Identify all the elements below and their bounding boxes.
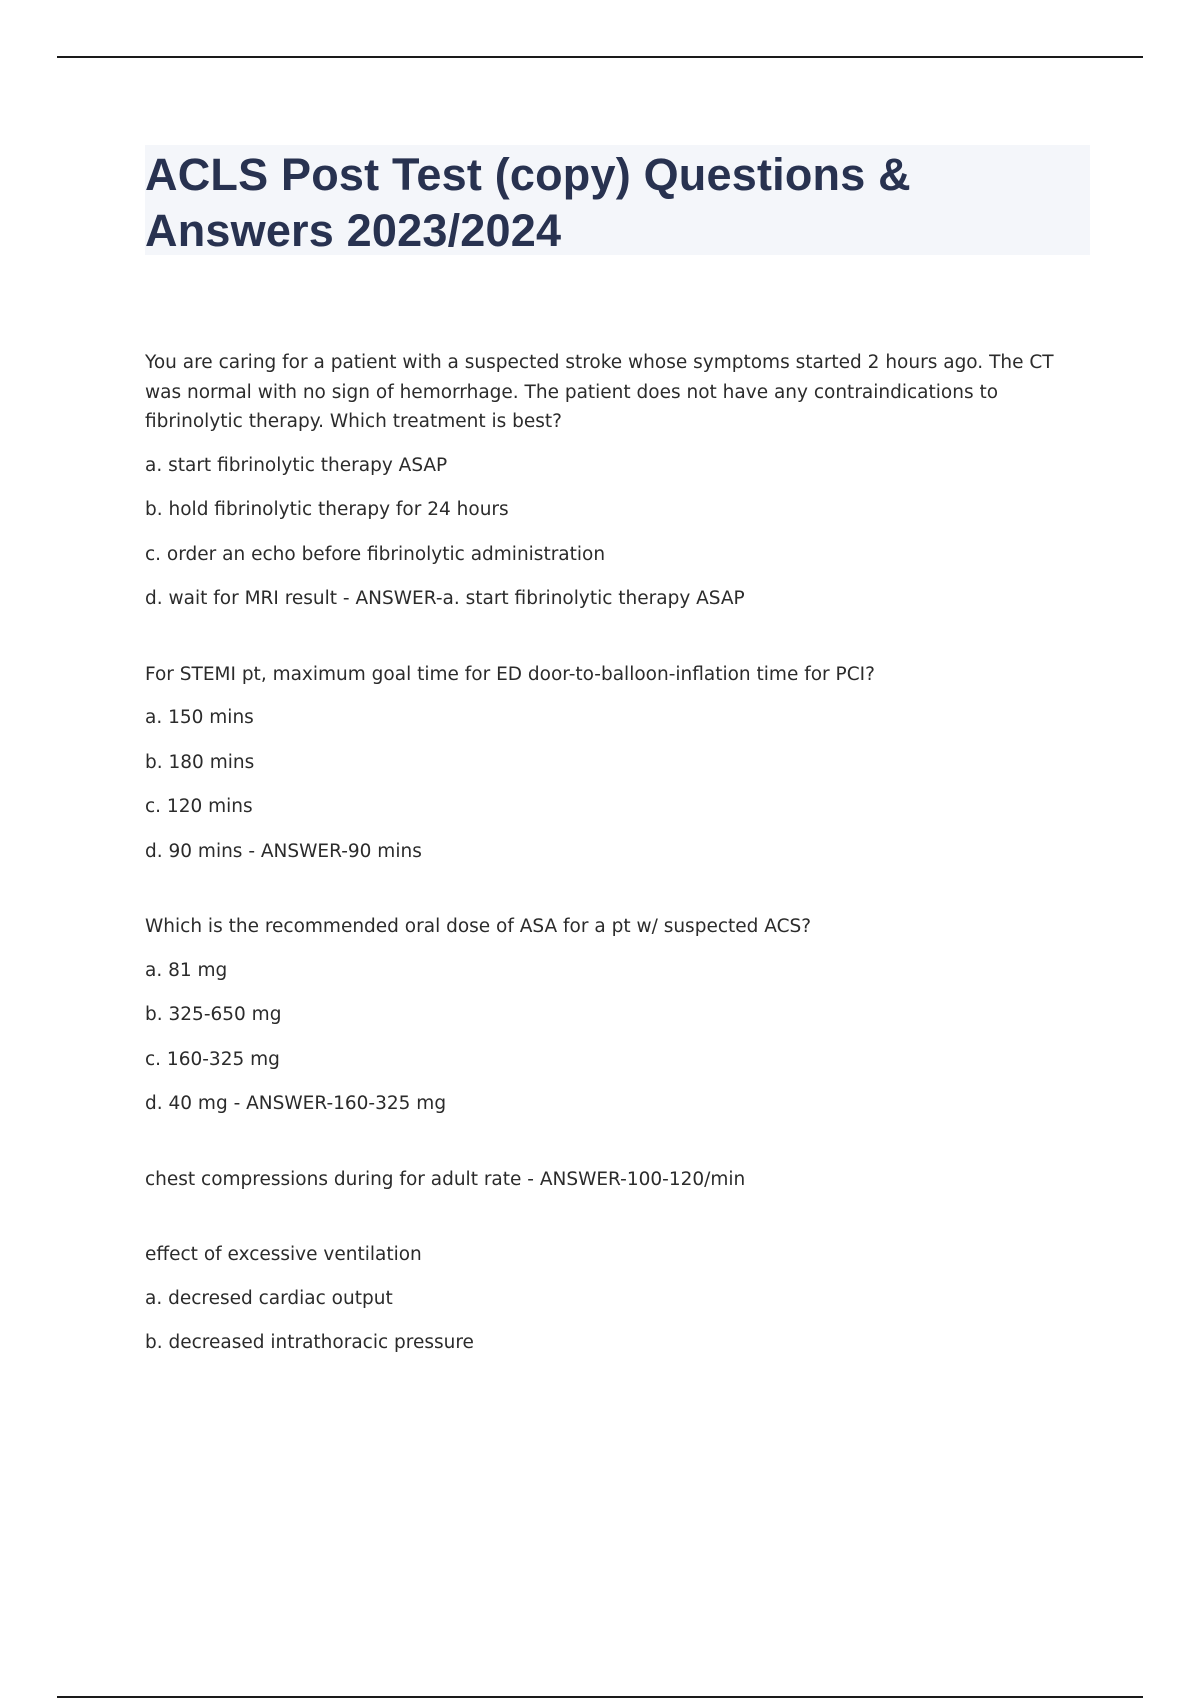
answer-option: c. 120 mins [145,796,253,817]
question-text: chest compressions during for adult rate - ANSWER-100-120/min [145,1168,746,1190]
question-block [145,912,1090,1119]
question-block [145,1240,1090,1358]
page-title: ACLS Post Test (copy) Questions & Answers 2023/2024 [145,149,911,256]
question-text: effect of excessive ventilation [145,1244,422,1265]
answer-option: d. 40 mg - ANSWER-160-325 mg [145,1093,447,1114]
question-list [145,348,1090,1358]
answer-option: b. 180 mins [145,751,255,773]
question-text: You are caring for a patient with a suspected stroke whose symptoms started 2 hours ago. The CT was normal with no sign of hemorrhage. The patient does not have any contraindications to fibrinolytic therapy. Which treatment is best? [145,352,1054,432]
answer-option: c. 160-325 mg [145,1048,280,1070]
page-content [145,145,1090,1404]
answer-option: b. decreased intrathoracic pressure [145,1332,474,1353]
answer-option: a. 81 mg [145,959,228,981]
bottom-rule [57,1696,1143,1698]
question-block [145,1165,1090,1195]
answer-option: b. 325-650 mg [145,1004,282,1025]
answer-option: a. 150 mins [145,707,254,728]
answer-option: c. order an echo before fibrinolytic administration [145,543,606,565]
question-text: Which is the recommended oral dose of ASA for a pt w/ suspected ACS? [145,916,812,937]
top-rule [57,56,1143,58]
answer-option: b. hold fibrinolytic therapy for 24 hours [145,499,509,520]
answer-option: d. 90 mins - ANSWER-90 mins [145,840,422,862]
answer-option: d. wait for MRI result - ANSWER-a. start fibrinolytic therapy ASAP [145,588,745,609]
answer-option: a. decresed cardiac output [145,1287,393,1309]
title-box [145,145,1090,255]
question-block [145,660,1090,867]
question-text: For STEMI pt, maximum goal time for ED door-to-balloon-inflation time for PCI? [145,663,875,685]
answer-option: a. start fibrinolytic therapy ASAP [145,454,448,476]
question-block [145,348,1090,614]
